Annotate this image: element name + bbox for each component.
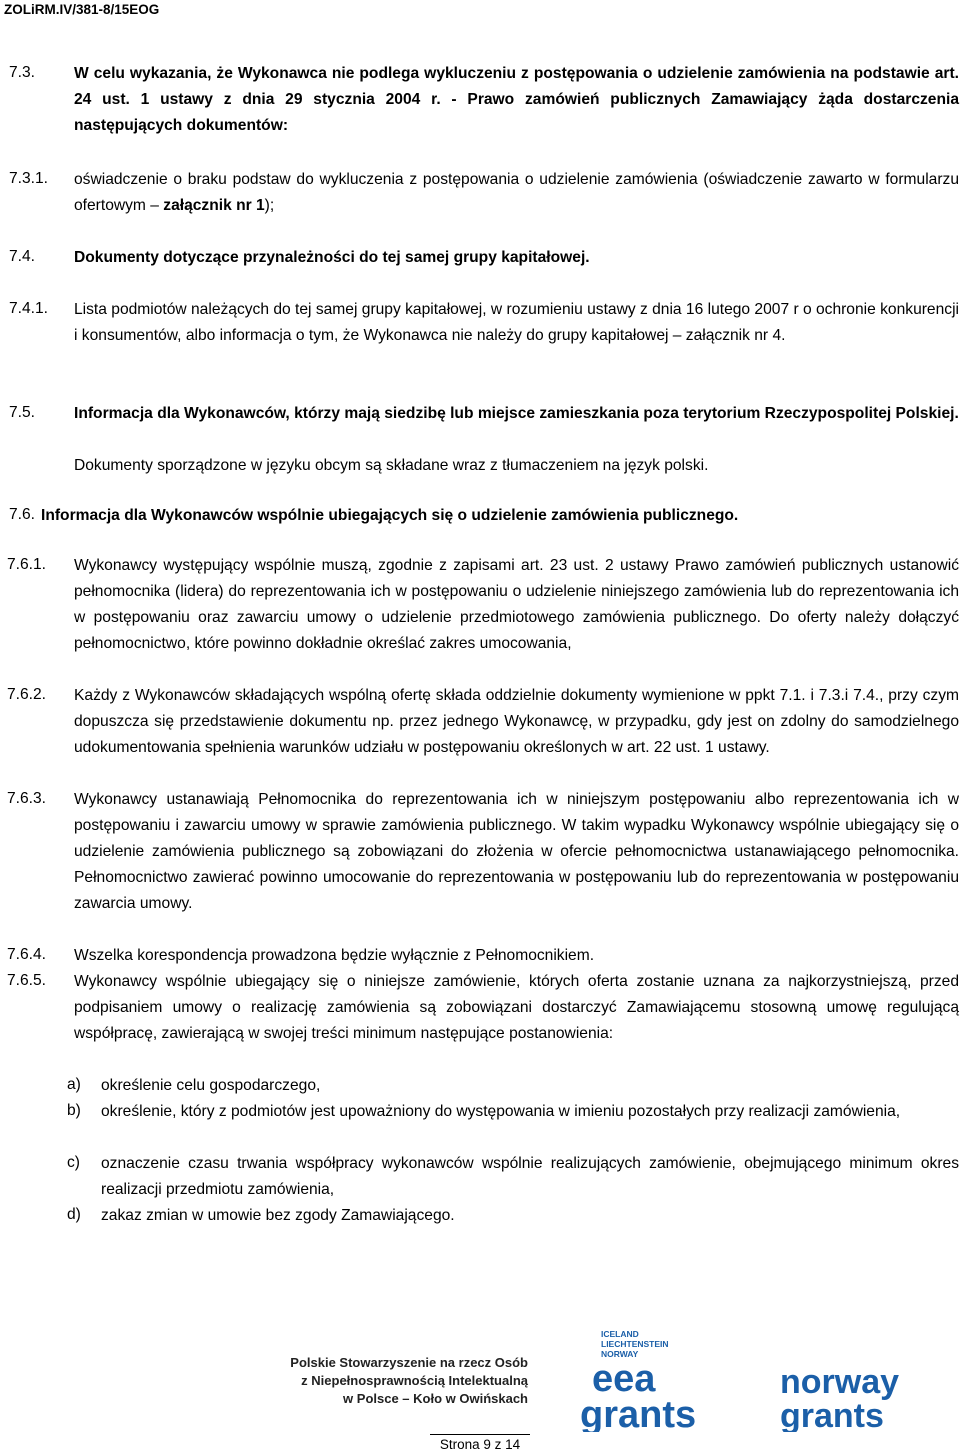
svg-text:z Niepełnosprawnością Intelekt: z Niepełnosprawnością Intelektualną xyxy=(301,1373,528,1388)
section-7-3-1-text-a: oświadczenie o braku podstaw do wykluczenia z postępowania o udzielenie zamówienia (oświadczenie zawarto w formularzu ofertowym – xyxy=(74,171,959,214)
page-footer xyxy=(0,1434,960,1452)
section-7-3-1-text-c: ); xyxy=(264,197,275,214)
section-number-7-6-2: 7.6.2. xyxy=(7,686,47,703)
svg-text:LIECHTENSTEIN: LIECHTENSTEIN xyxy=(601,1339,669,1349)
list-item: określenie, który z podmiotów jest upoważniony do występowania w imieniu pozostałych przy realizacji zamówienia, xyxy=(101,1103,901,1120)
section-number-7-6-3: 7.6.3. xyxy=(7,790,47,807)
eea-grants-logo xyxy=(578,1327,778,1432)
section-7-6-5-text: Wykonawcy wspólnie ubiegający się o niniejsze zamówienie, których oferta zostanie uznana za najkorzystniejszą, przed podpisaniem umowy o realizację zamówienia są zobowiązani dostarczyć Zamawiającemu stosowną umowę regulującą współpracę, zawierającą w swojej treści minimum następujące postanowienia: xyxy=(74,973,959,1042)
svg-text:grants: grants xyxy=(580,1394,697,1432)
section-7-6-4-text: Wszelka korespondencja prowadzona będzie wyłącznie z Pełnomocnikiem. xyxy=(74,947,595,964)
attachment-1-reference: załącznik nr 1 xyxy=(163,197,265,214)
section-number-7-4-1: 7.4.1. xyxy=(9,300,49,317)
list-item: oznaczenie czasu trwania współpracy wykonawców wspólnie realizujących zamówienie, obejmującego minimum okres realizacji przedmiotu zamówienia, xyxy=(101,1155,959,1198)
list-item: określenie celu gospodarczego, xyxy=(101,1077,321,1094)
section-number-7-6-5: 7.6.5. xyxy=(7,972,47,989)
svg-text:eea: eea xyxy=(592,1358,656,1400)
norway-grants-logo xyxy=(778,1365,958,1432)
section-number-7-5: 7.5. xyxy=(9,404,36,421)
section-7-6-1-text: Wykonawcy występujący wspólnie muszą, zgodnie z zapisami art. 23 ust. 2 ustawy Prawo zamówień publicznych ustanowić pełnomocnika (lidera) do reprezentowania ich w postępowaniu o udzielenie niniejszego zamówienia lub do reprezentowania ich w postępowaniu oraz zawarciu umowy o udzielenie przedmiotowego zamówienia publicznego. Do oferty należy dołączyć pełnomocnictwo, które powinno dokładnie określać zakres umocowania, xyxy=(74,557,959,652)
list-item-marker: b) xyxy=(67,1102,81,1119)
page-number: Strona 9 z 14 xyxy=(430,1434,530,1452)
svg-text:Polskie Stowarzyszenie na rzec: Polskie Stowarzyszenie na rzecz Osób xyxy=(290,1355,528,1370)
section-number-7-6-1: 7.6.1. xyxy=(7,556,47,573)
section-number-7-3: 7.3. xyxy=(9,64,36,81)
section-7-6-2-text: Każdy z Wykonawców składających wspólną ofertę składa oddzielnie dokumenty wymienione w ppkt 7.1. i 7.3.i 7.4., przy czym dopuszcza się przedstawienie dokumentu np. przez jednego Wykonawcę, w przypadku, gdy jest on zdolny do samodzielnego udokumentowania spełnienia warunków udziału w postępowaniu określonych w art. 22 ust. 1 ustawy. xyxy=(74,687,959,756)
list-item-marker: c) xyxy=(67,1154,80,1171)
section-7-4-1-text: Lista podmiotów należących do tej samej grupy kapitałowej, w rozumieniu ustawy z dnia 16 lutego 2007 r o ochronie konkurencji i konsumentów, albo informacja o tym, że Wykonawca nie należy do grupy kapitałowej – załącznik nr 4. xyxy=(74,301,959,344)
svg-text:ICELAND: ICELAND xyxy=(601,1329,639,1339)
section-7-4-title: Dokumenty dotyczące przynależności do tej samej grupy kapitałowej. xyxy=(74,249,590,266)
section-number-7-3-1: 7.3.1. xyxy=(9,170,49,187)
section-7-6-title: Informacja dla Wykonawców wspólnie ubiegających się o udzielenie zamówienia publicznego. xyxy=(41,507,739,524)
svg-text:w Polsce – Koło w Owińskach: w Polsce – Koło w Owińskach xyxy=(343,1391,528,1406)
section-7-6-3-text: Wykonawcy ustanawiają Pełnomocnika do reprezentowania ich w niniejszym postępowaniu albo reprezentowania ich w postępowaniu i zawarciu umowy w sprawie zamówienia publicznego. W takim wypadku Wykonawcy wspólnie ubiegający się o udzielenie zamówienia publicznego są zobowiązani do złożenia w ofercie pełnomocnictwa ustanawiającego pełnomocnika. Pełnomocnictwo zawierać powinno umocowanie do reprezentowania w postępowaniu lub do reprezentowania w postępowaniu zawarcia umowy. xyxy=(74,791,959,912)
section-7-5-title: Informacja dla Wykonawców, którzy mają siedzibę lub miejsce zamieszkania poza terytorium Rzeczypospolitej Polskiej. xyxy=(74,405,959,422)
svg-text:grants: grants xyxy=(780,1397,884,1432)
list-item-marker: a) xyxy=(67,1076,81,1093)
document-code: ZOLiRM.IV/381-8/15EOG xyxy=(4,2,160,17)
section-7-3-text: W celu wykazania, że Wykonawca nie podlega wykluczeniu z postępowania o udzielenie zamówienia na podstawie art. 24 ust. 1 ustawy z dnia 29 stycznia 2004 r. - Prawo zamówień publicznych Zamawiający żąda dostarczenia następujących dokumentów: xyxy=(74,65,959,134)
list-item-marker: d) xyxy=(67,1206,81,1223)
section-number-7-6: 7.6. xyxy=(9,506,36,523)
section-number-7-4: 7.4. xyxy=(9,248,36,265)
svg-text:norway: norway xyxy=(780,1365,900,1401)
section-7-3-1-text xyxy=(74,167,959,219)
section-number-7-6-4: 7.6.4. xyxy=(7,946,47,963)
organisation-logo xyxy=(118,1351,538,1421)
section-7-5-text: Dokumenty sporządzone w języku obcym są składane wraz z tłumaczeniem na język polski. xyxy=(74,457,709,474)
list-item: zakaz zmian w umowie bez zgody Zamawiającego. xyxy=(101,1207,455,1224)
svg-text:NORWAY: NORWAY xyxy=(601,1349,639,1359)
